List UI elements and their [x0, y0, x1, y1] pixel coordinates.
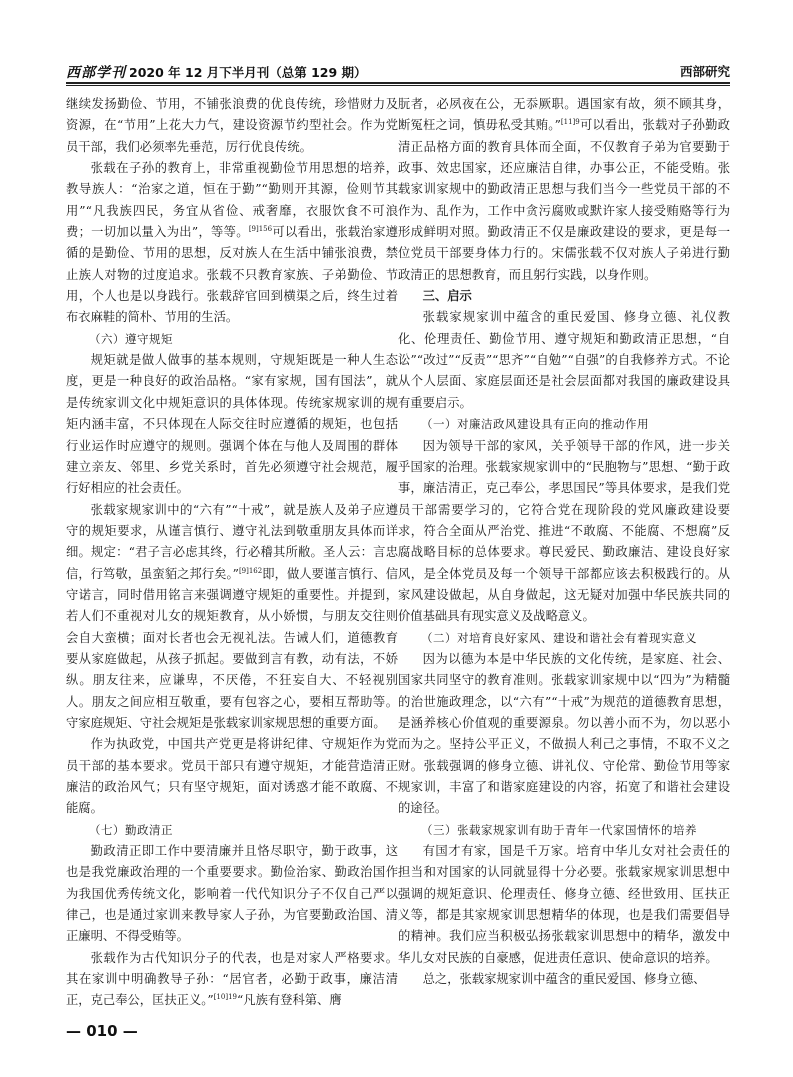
body-paragraph	[398, 307, 730, 414]
body-paragraph	[398, 94, 730, 286]
subsection-heading	[66, 329, 398, 350]
paragraph-text: 张载在子孙的教育上，非常重视勤俭节用思想的培养，教导族人：“治家之道，恒在于勤”“勤则开其源，俭则节其用”“凡我族四民，务宜从省俭、戒奢靡，衣服饮食不可浪费；一切加以量入为出”，等等。	[66, 161, 398, 240]
paragraph-text: 张载家规家训中蕴含的重民爱国、修身立德、礼仪教化、伦理责任、勤俭节用、遵守规矩和勤政清正思想，“自讼”“改过”“反责”“思齐”“自勉”“自强”的自我修养方式。不论从个人层面、家庭层面还是社会层面都对我国的廉政建设具有重要启示。	[398, 310, 730, 410]
paragraph-text: 有国才有家，国是千万家。培育中华儿女对社会责任的担当和对国家的认同就显得十分必要。张载家规家训思想中强调的规矩意识、伦理责任、修身立德、经世致用、匡扶正义等，都是其家规家训思想精华的体现，也是我们需要倡导的精神。我们应当积极弘扬张载家训思想中的精华，激发中华儿女对民族的自豪感，促进责任意识、使命意识的培养。	[398, 844, 730, 965]
paragraph-text: （三）张载家规家训有助于青年一代家国情怀的培养	[421, 822, 697, 837]
paragraph-text: 因为以德为本是中华民族的文化传统，是家庭、社会、国家共同坚守的教育准则。张载家训家规中以“四为”为精髓的治世施政理念，以“六有”“十戒”为规范的道德教育思想，是涵养核心价值观的重要源泉。勿以善小而不为，勿以恶小而为之。坚持公平正义，不做损人利己之事情，不取不义之财。张载强调的修身立德、讲礼仪、守伦常、勤俭节用等家规家训，丰富了和谐家庭建设的内容，拓宽了和谐社会建设的途径。	[398, 651, 730, 816]
header-rule-thin	[66, 85, 730, 86]
body-paragraph	[66, 734, 398, 819]
paragraph-text: 可以看出，张载治家遵循的是勤俭、节用的思想，反对族人在生活中铺张浪费，禁止族人对物的过度追求。张载不只教育家族、子弟勤俭、节用，个人也是以身践行。张载辞官回到横渠之后，终生过着布衣麻鞋的简朴、节用的生活。	[66, 225, 398, 325]
paragraph-text: （二）对培育良好家风、建设和谐社会有着现实意义	[421, 630, 697, 645]
citation-mark: [11]9	[560, 118, 580, 127]
body-paragraph	[66, 948, 398, 1012]
citation-mark: [9]156	[248, 224, 273, 233]
citation-mark: [10]19	[213, 993, 237, 1002]
journal-issue-line	[66, 62, 367, 82]
subsection-heading	[398, 414, 730, 435]
paragraph-text: 三、启示	[422, 289, 472, 304]
issue-info: 2020 年 12 月下半月刊（总第 129 期）	[129, 65, 367, 80]
subsection-heading	[66, 820, 398, 841]
left-column	[66, 94, 398, 1014]
paragraph-text: （六）遵守规矩	[89, 331, 173, 346]
section-heading	[398, 286, 730, 307]
page-number: — 010 —	[66, 1022, 138, 1040]
paragraph-text: 因为领导干部的家风，关乎领导干部的作风，进一步关乎国家的治理。张载家规家训中的“民胞物与”思想、“勤于政事，廉洁清正，克己奉公，孝思国民”等具体要求，是我们党员干部需要学习的，它符合党在现阶段的党风廉政建设要求，符合全面从严治党、推进“不敢腐、不能腐、不想腐”反腐战略目标的总体要求。尊民爱民、勤政廉洁、建设良好家风，是全体党员及每一个领导干部都应该去积极践行的。从家风建设做起，从自身做起，这无疑对加强中华民族共同的价值基础具有现实意义及战略意义。	[398, 438, 730, 624]
running-header	[66, 58, 730, 82]
body-paragraph	[66, 158, 398, 329]
body-paragraph	[66, 841, 398, 948]
body-paragraph	[398, 841, 730, 969]
right-column	[398, 94, 730, 1014]
paragraph-text: 张载家规家训中的“六有”“十戒”，就是族人及弟子应遵守的规矩要求，从谨言慎行、遵守礼法到敬重朋友具体而详细。规定：“君子言必虑其终，行必稽其所敝。圣人云：言忠信，行笃敬，虽蛮貊之邦行矣。”	[66, 502, 398, 581]
subsection-heading	[398, 628, 730, 649]
citation-mark: [9]162	[238, 566, 263, 575]
body-paragraph	[398, 649, 730, 820]
paragraph-text: 总之，张载家规家训中蕴含的重民爱国、修身立德、	[422, 972, 706, 987]
body-paragraph	[66, 500, 398, 735]
section-name: 西部研究	[679, 64, 730, 79]
paragraph-text: （七）勤政清正	[89, 822, 173, 837]
subsection-heading	[398, 820, 730, 841]
paragraph-text: 朊者，必夙夜在公，无忝厥职。遇国家有故，须不顾其身，断冤枉之词，慎毋私受其贿。”	[398, 97, 730, 133]
paragraph-text: （一）对廉洁政风建设具有正向的推动作用	[421, 417, 649, 432]
journal-logo: 西部学刊	[66, 65, 126, 81]
paragraph-text: 张载作为古代知识分子的代表，也是对家人严格要求。其在家训中明确教导子孙：“居官者，必勤于政事，廉洁清正，克己奉公，匡扶正义。”	[66, 950, 398, 1008]
paragraph-text: 作为执政党，中国共产党更是将讲纪律、守规矩作为党员干部的基本要求。党员干部只有遵守规矩，才能营造清正廉洁的政治风气；只有坚守规矩，面对诱惑才能不敢腐、不能腐。	[66, 737, 398, 816]
header-rule	[66, 82, 730, 84]
body-paragraph	[398, 436, 730, 628]
body-paragraph	[66, 350, 398, 499]
paragraph-text: 勤政清正即工作中要清廉并且恪尽职守，勤于政事，这也是我党廉政治理的一个重要要求。勤俭治家、勤政治国作为我国优秀传统文化，影响着一代代知识分子不仅自己严以律己，也是通过家训来教导家人子孙，为官要勤政治国、清正廉明、不得受贿等。	[66, 844, 398, 944]
paragraph-text: 规矩就是做人做事的基本规则，守规矩既是一种人生态度，更是一种良好的政治品格。“家有家规，国有国法”，就是传统家训文化中规矩意识的具体体现。传统家规家训的规矩内涵丰富，不只体现在人际交往时应遵循的规矩，也包括行业运作时应遵守的规则。强调个体在与他人及周围的群体建立亲友、邻里、乡党关系时，首先必须遵守社会规范，履行好相应的社会责任。	[66, 353, 398, 496]
body-paragraph	[398, 969, 730, 990]
paragraph-text: 即，做人要谨言慎行、信守诺言，同时借用铭言来强调遵守规矩的重要性。并提到，若人们不重视对儿女的规矩教育，从小娇惯，与朋友交往则会自大蛮横；面对长者也会无视礼法。告诫人们，道德教育要从家庭做起，从孩子抓起。要做到言有教，动有法，不娇纵。朋友往来，应谦卑，不厌倦，不狂妄自大、不轻视别人。朋友之间应相互敬重，要有包容之心，要相互帮助等。守家庭规矩、守社会规矩是张载家训家规思想的重要方面。	[66, 566, 398, 730]
paragraph-text: 可以看出，张载对子孙勤政清正品格方面的教育具体而全面，不仅教育子弟为官要勤于政事、效忠国家，还应廉洁自律，办事公正，不能受贿。张载家训家规中的勤政清正思想与我们当今一些党员干部的不作为、乱作为，工作中贪污腐败或默许家人接受贿赂等行为形成鲜明对照。勤政清正不仅是廉政建设的要求，更是每一位党员干部要身体力行的。宋儒张载不仅对族人子弟进行勤政清正的思想教育，而且躬行实践，以身作则。	[398, 118, 730, 282]
paragraph-text: 继续发扬勤俭、节用，不铺张浪费的优良传统，珍惜财力及资源，在“节用”上花大力气，建设资源节约型社会。作为党员干部，我们必须率先垂范，厉行优良传统。	[66, 97, 398, 154]
body-paragraph	[66, 94, 398, 158]
paragraph-text: “凡族有登科第、膺	[236, 993, 342, 1008]
